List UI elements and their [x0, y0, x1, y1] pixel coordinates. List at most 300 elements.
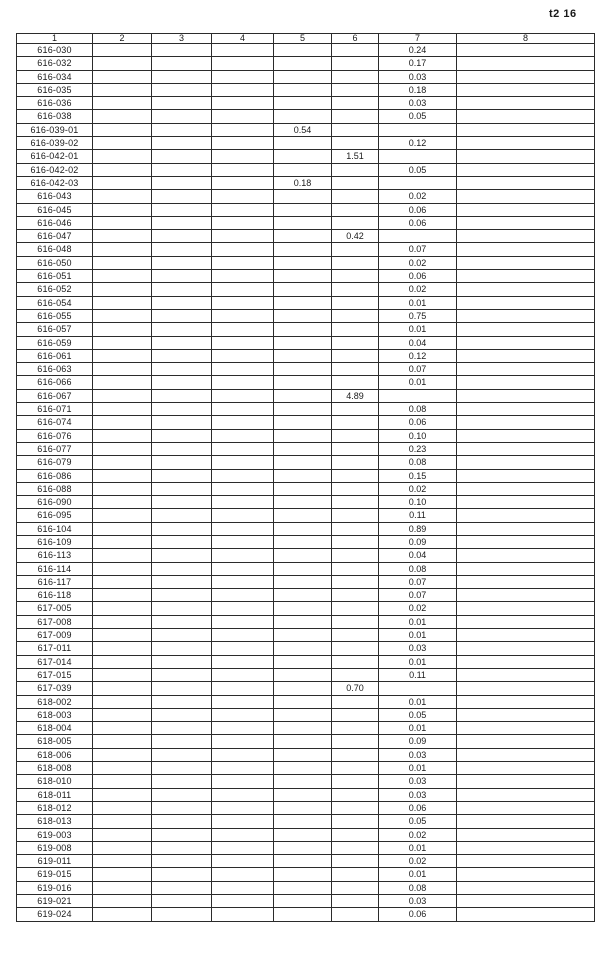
table-cell: [274, 70, 332, 83]
table-cell: [152, 828, 212, 841]
table-row: [17, 309, 595, 322]
page-reference: t2 16: [549, 8, 577, 20]
row-code-cell: 618-013: [17, 815, 93, 828]
table-cell: [152, 416, 212, 429]
table-cell: [332, 722, 379, 735]
table-cell: [274, 429, 332, 442]
table-cell: [212, 137, 274, 150]
row-code-cell: 618-002: [17, 695, 93, 708]
row-code-cell: 616-079: [17, 456, 93, 469]
table-row: [17, 389, 595, 402]
table-row: [17, 296, 595, 309]
table-cell: [93, 589, 152, 602]
table-cell: [332, 762, 379, 775]
table-row: [17, 655, 595, 668]
table-cell: [332, 815, 379, 828]
table-cell: [274, 841, 332, 854]
table-cell: [457, 562, 595, 575]
table-row: [17, 110, 595, 123]
table-cell: [212, 881, 274, 894]
table-cell: [93, 349, 152, 362]
table-cell: [152, 535, 212, 548]
table-cell: 0.10: [379, 496, 457, 509]
table-cell: [152, 908, 212, 921]
table-cell: [212, 682, 274, 695]
table-cell: 0.01: [379, 655, 457, 668]
table-cell: [332, 522, 379, 535]
table-cell: [152, 748, 212, 761]
table-cell: [457, 57, 595, 70]
table-cell: [274, 815, 332, 828]
table-cell: [152, 163, 212, 176]
table-cell: [93, 363, 152, 376]
row-code-cell: 618-003: [17, 708, 93, 721]
table-cell: [274, 655, 332, 668]
table-cell: 0.01: [379, 841, 457, 854]
table-row: [17, 602, 595, 615]
row-code-cell: 616-042-01: [17, 150, 93, 163]
table-cell: 0.01: [379, 722, 457, 735]
table-cell: [212, 176, 274, 189]
table-row: [17, 403, 595, 416]
table-cell: 0.01: [379, 296, 457, 309]
table-cell: [274, 629, 332, 642]
table-cell: [274, 137, 332, 150]
table-cell: [332, 828, 379, 841]
row-code-cell: 616-046: [17, 216, 93, 229]
table-row: [17, 642, 595, 655]
table-cell: [93, 150, 152, 163]
table-cell: [274, 735, 332, 748]
table-cell: [152, 256, 212, 269]
column-header: 5: [274, 34, 332, 44]
table-cell: 0.24: [379, 44, 457, 57]
table-cell: [332, 895, 379, 908]
table-cell: [457, 336, 595, 349]
table-cell: [332, 336, 379, 349]
table-cell: [379, 123, 457, 136]
table-row: [17, 283, 595, 296]
table-cell: [93, 389, 152, 402]
table-cell: [93, 801, 152, 814]
table-cell: [93, 243, 152, 256]
table-cell: [152, 270, 212, 283]
row-code-cell: 616-047: [17, 230, 93, 243]
table-cell: [152, 762, 212, 775]
table-cell: [152, 44, 212, 57]
table-cell: [212, 70, 274, 83]
table-cell: [274, 243, 332, 256]
table-cell: [152, 708, 212, 721]
table-cell: [93, 841, 152, 854]
table-cell: 0.12: [379, 349, 457, 362]
table-cell: [457, 110, 595, 123]
table-cell: 0.08: [379, 456, 457, 469]
table-cell: [332, 83, 379, 96]
table-cell: 0.09: [379, 535, 457, 548]
column-header: 2: [93, 34, 152, 44]
row-code-cell: 616-088: [17, 482, 93, 495]
table-row: [17, 83, 595, 96]
table-cell: [212, 868, 274, 881]
table-cell: [212, 602, 274, 615]
row-code-cell: 619-016: [17, 881, 93, 894]
row-code-cell: 616-042-02: [17, 163, 93, 176]
table-cell: [457, 589, 595, 602]
table-cell: [93, 97, 152, 110]
table-cell: [212, 336, 274, 349]
table-row: [17, 176, 595, 189]
table-cell: [457, 243, 595, 256]
table-cell: 0.05: [379, 815, 457, 828]
table-row: [17, 57, 595, 70]
table-cell: [457, 748, 595, 761]
table-cell: [212, 163, 274, 176]
table-cell: 0.23: [379, 442, 457, 455]
table-cell: [93, 270, 152, 283]
table-cell: [152, 176, 212, 189]
table-cell: [93, 403, 152, 416]
table-cell: [212, 509, 274, 522]
table-cell: [457, 695, 595, 708]
table-cell: [93, 775, 152, 788]
table-cell: 0.05: [379, 163, 457, 176]
table-cell: [274, 775, 332, 788]
table-row: [17, 855, 595, 868]
table-cell: 0.18: [379, 83, 457, 96]
table-cell: [332, 203, 379, 216]
table-cell: 0.01: [379, 695, 457, 708]
table-cell: [457, 216, 595, 229]
table-cell: [212, 549, 274, 562]
table-cell: 0.02: [379, 855, 457, 868]
table-cell: [332, 243, 379, 256]
table-cell: 0.03: [379, 70, 457, 83]
table-cell: [457, 668, 595, 681]
table-cell: [212, 57, 274, 70]
table-cell: [93, 137, 152, 150]
table-cell: [457, 150, 595, 163]
table-cell: [332, 469, 379, 482]
table-cell: [332, 801, 379, 814]
table-cell: [457, 176, 595, 189]
row-code-cell: 616-104: [17, 522, 93, 535]
table-cell: 0.06: [379, 216, 457, 229]
table-cell: [152, 283, 212, 296]
table-cell: [457, 868, 595, 881]
table-cell: [212, 735, 274, 748]
column-header: 8: [457, 34, 595, 44]
table-cell: [93, 629, 152, 642]
table-cell: [457, 163, 595, 176]
table-row: [17, 469, 595, 482]
table-cell: [212, 535, 274, 548]
table-cell: 0.11: [379, 509, 457, 522]
table-row: [17, 868, 595, 881]
table-cell: [332, 629, 379, 642]
table-cell: [457, 137, 595, 150]
table-cell: [274, 801, 332, 814]
row-code-cell: 616-066: [17, 376, 93, 389]
table-cell: [212, 615, 274, 628]
table-cell: 0.03: [379, 97, 457, 110]
table-cell: [332, 748, 379, 761]
table-body: [17, 44, 595, 922]
table-cell: 0.02: [379, 283, 457, 296]
table-cell: 0.01: [379, 376, 457, 389]
table-cell: [152, 788, 212, 801]
table-cell: [152, 243, 212, 256]
table-cell: [332, 775, 379, 788]
table-cell: 0.70: [332, 682, 379, 695]
table-row: [17, 509, 595, 522]
table-cell: [332, 363, 379, 376]
table-cell: 0.01: [379, 615, 457, 628]
table-cell: [152, 815, 212, 828]
table-cell: [274, 456, 332, 469]
table-row: [17, 230, 595, 243]
table-cell: 0.10: [379, 429, 457, 442]
table-cell: [212, 363, 274, 376]
table-cell: 0.03: [379, 748, 457, 761]
table-cell: [93, 575, 152, 588]
table-cell: [152, 110, 212, 123]
table-cell: [152, 376, 212, 389]
table-cell: [93, 602, 152, 615]
table-cell: [332, 309, 379, 322]
table-cell: [457, 389, 595, 402]
table-cell: [332, 655, 379, 668]
table-cell: [212, 562, 274, 575]
table-row: [17, 190, 595, 203]
table-cell: [332, 403, 379, 416]
table-cell: [212, 456, 274, 469]
table-cell: [457, 482, 595, 495]
table-cell: [332, 788, 379, 801]
table-cell: [274, 549, 332, 562]
table-cell: [212, 389, 274, 402]
table-cell: [457, 629, 595, 642]
table-row: [17, 589, 595, 602]
table-cell: [93, 708, 152, 721]
table-cell: [212, 828, 274, 841]
table-cell: [274, 403, 332, 416]
table-cell: [93, 296, 152, 309]
table-cell: [212, 668, 274, 681]
row-code-cell: 616-050: [17, 256, 93, 269]
table-cell: [152, 83, 212, 96]
table-cell: [212, 243, 274, 256]
table-cell: [274, 589, 332, 602]
table-cell: [457, 642, 595, 655]
table-cell: [152, 642, 212, 655]
table-cell: 0.03: [379, 895, 457, 908]
table-row: [17, 775, 595, 788]
table-cell: [93, 482, 152, 495]
table-cell: [332, 270, 379, 283]
table-row: [17, 256, 595, 269]
table-cell: [274, 496, 332, 509]
table-cell: [274, 309, 332, 322]
table-cell: [152, 230, 212, 243]
column-header: 7: [379, 34, 457, 44]
table-cell: [93, 668, 152, 681]
table-cell: [212, 775, 274, 788]
table-cell: [457, 349, 595, 362]
table-cell: [274, 203, 332, 216]
table-cell: [93, 695, 152, 708]
table-cell: [93, 429, 152, 442]
table-row: [17, 323, 595, 336]
table-cell: [212, 270, 274, 283]
table-cell: [152, 655, 212, 668]
table-cell: [274, 668, 332, 681]
table-row: [17, 97, 595, 110]
table-row: [17, 376, 595, 389]
table-cell: [457, 203, 595, 216]
table-cell: [152, 881, 212, 894]
table-cell: [152, 722, 212, 735]
table-cell: [457, 403, 595, 416]
table-cell: [212, 788, 274, 801]
table-cell: [212, 349, 274, 362]
table-cell: [332, 57, 379, 70]
table-cell: [212, 429, 274, 442]
row-code-cell: 616-059: [17, 336, 93, 349]
row-code-cell: 616-036: [17, 97, 93, 110]
table-cell: [152, 70, 212, 83]
table-cell: [152, 403, 212, 416]
table-cell: [274, 57, 332, 70]
table-cell: [332, 349, 379, 362]
table-cell: [93, 496, 152, 509]
table-cell: [212, 695, 274, 708]
table-row: [17, 44, 595, 57]
table-cell: [457, 708, 595, 721]
table-cell: [152, 469, 212, 482]
row-code-cell: 619-015: [17, 868, 93, 881]
table-cell: [332, 615, 379, 628]
table-cell: [332, 44, 379, 57]
table-cell: [93, 655, 152, 668]
table-cell: [332, 123, 379, 136]
row-code-cell: 616-051: [17, 270, 93, 283]
row-code-cell: 618-008: [17, 762, 93, 775]
table-cell: [212, 722, 274, 735]
row-code-cell: 617-015: [17, 668, 93, 681]
table-cell: 0.06: [379, 908, 457, 921]
row-code-cell: 618-005: [17, 735, 93, 748]
table-cell: [457, 575, 595, 588]
table-cell: [274, 788, 332, 801]
table-cell: [212, 283, 274, 296]
table-cell: [332, 296, 379, 309]
row-code-cell: 619-024: [17, 908, 93, 921]
table-row: [17, 615, 595, 628]
row-code-cell: 617-011: [17, 642, 93, 655]
table-cell: [332, 735, 379, 748]
row-code-cell: 616-057: [17, 323, 93, 336]
table-cell: [332, 216, 379, 229]
table-cell: [212, 629, 274, 642]
table-cell: [379, 176, 457, 189]
table-cell: [457, 70, 595, 83]
data-table: [16, 33, 595, 922]
table-cell: [93, 615, 152, 628]
table-cell: [93, 416, 152, 429]
table-row: [17, 163, 595, 176]
table-row: [17, 629, 595, 642]
row-code-cell: 619-008: [17, 841, 93, 854]
table-cell: [379, 150, 457, 163]
table-cell: [332, 868, 379, 881]
table-cell: [93, 895, 152, 908]
row-code-cell: 616-067: [17, 389, 93, 402]
row-code-cell: 616-054: [17, 296, 93, 309]
row-code-cell: 616-042-03: [17, 176, 93, 189]
table-cell: [212, 815, 274, 828]
table-cell: [457, 788, 595, 801]
table-cell: 0.08: [379, 881, 457, 894]
table-cell: [332, 708, 379, 721]
table-cell: [274, 895, 332, 908]
table-cell: [152, 137, 212, 150]
table-row: [17, 137, 595, 150]
table-cell: 0.42: [332, 230, 379, 243]
table-cell: [457, 841, 595, 854]
row-code-cell: 616-076: [17, 429, 93, 442]
table-cell: [332, 496, 379, 509]
table-cell: [457, 549, 595, 562]
table-cell: [274, 748, 332, 761]
table-cell: [274, 83, 332, 96]
table-cell: [212, 642, 274, 655]
row-code-cell: 619-021: [17, 895, 93, 908]
table-cell: [332, 190, 379, 203]
table-cell: [457, 908, 595, 921]
table-cell: [457, 509, 595, 522]
table-cell: 0.02: [379, 828, 457, 841]
table-cell: [93, 562, 152, 575]
table-cell: [152, 562, 212, 575]
row-code-cell: 616-095: [17, 509, 93, 522]
table-cell: 0.07: [379, 589, 457, 602]
table-row: [17, 482, 595, 495]
table-cell: [212, 469, 274, 482]
table-row: [17, 815, 595, 828]
table-cell: [332, 549, 379, 562]
table-cell: [274, 762, 332, 775]
row-code-cell: 616-063: [17, 363, 93, 376]
table-row: [17, 562, 595, 575]
table-cell: [212, 522, 274, 535]
table-cell: [274, 363, 332, 376]
table-row: [17, 243, 595, 256]
table-cell: [93, 336, 152, 349]
table-row: [17, 735, 595, 748]
table-cell: [332, 416, 379, 429]
column-header: 6: [332, 34, 379, 44]
table-row: [17, 841, 595, 854]
table-cell: [152, 363, 212, 376]
table-cell: [274, 868, 332, 881]
table-cell: [93, 762, 152, 775]
table-cell: [212, 190, 274, 203]
table-cell: [152, 615, 212, 628]
table-row: [17, 708, 595, 721]
table-row: [17, 123, 595, 136]
table-cell: [457, 535, 595, 548]
